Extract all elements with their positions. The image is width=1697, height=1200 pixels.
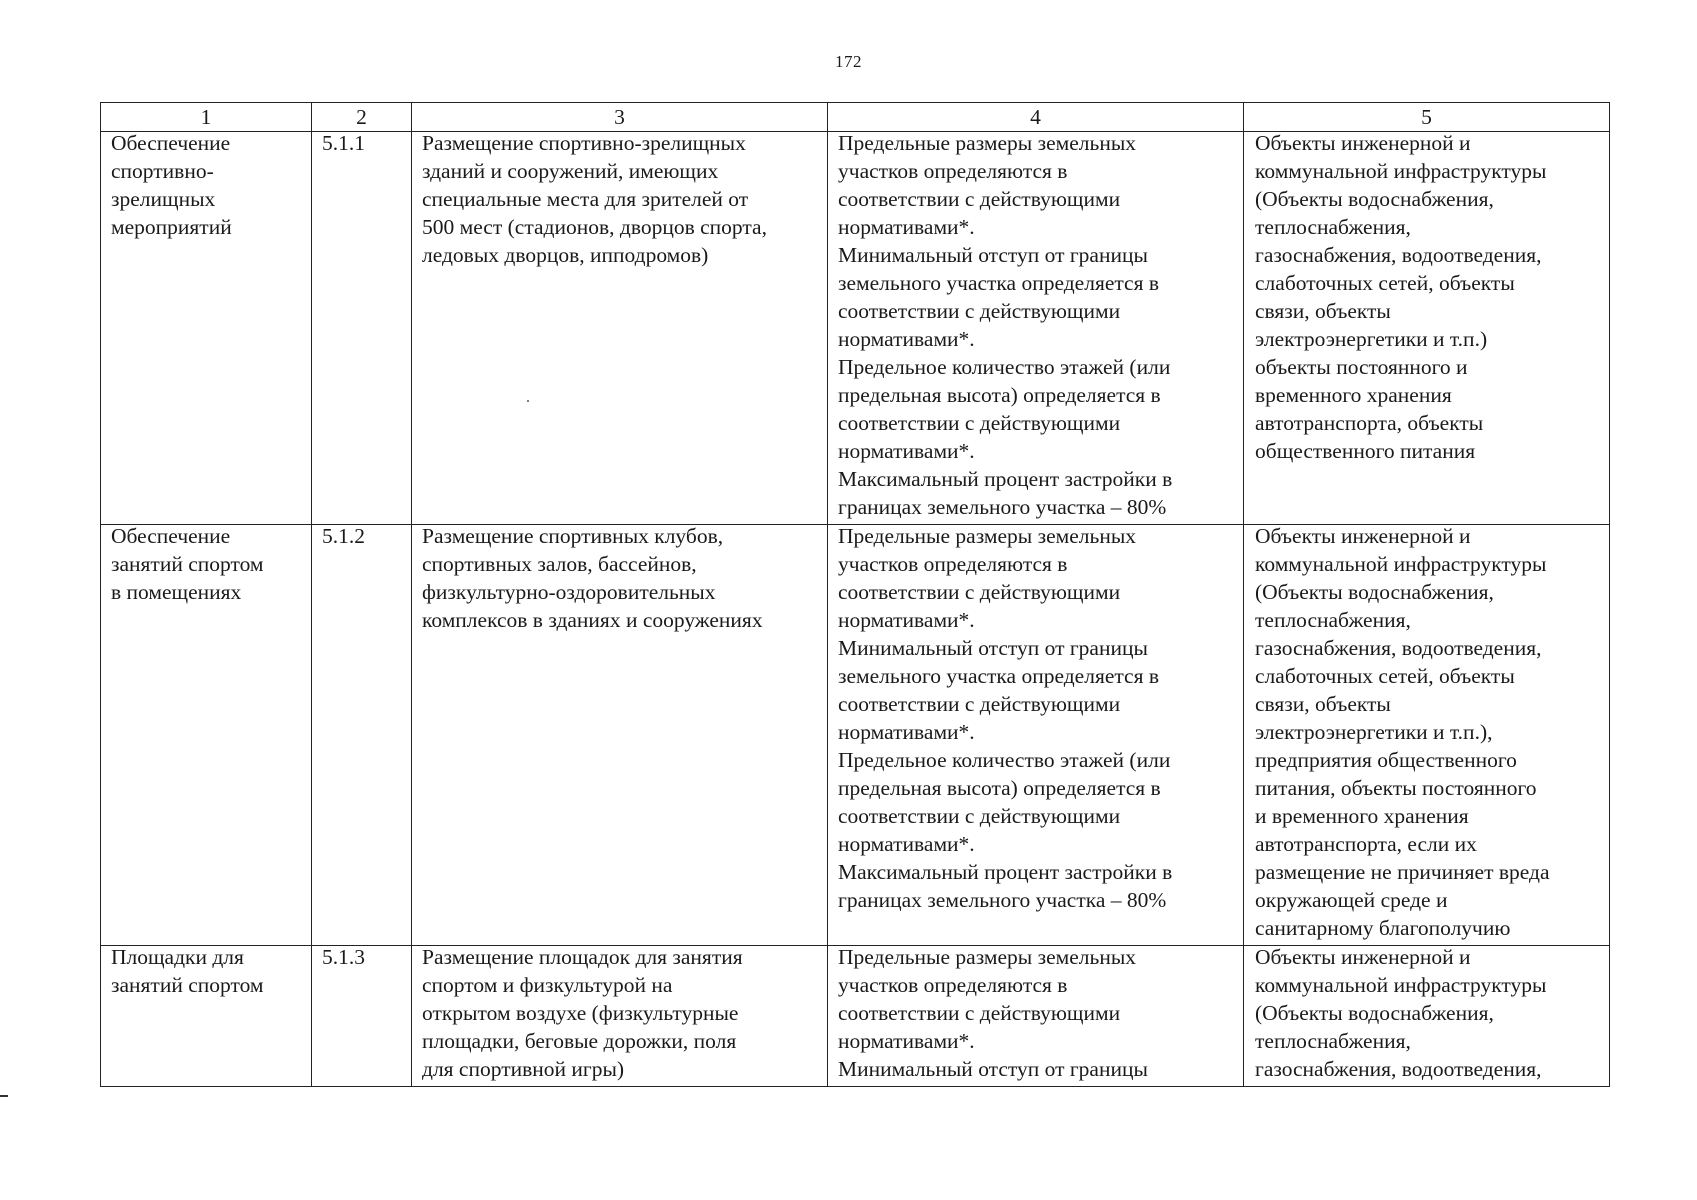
use-type-description-text: Размещение спортивных клубов, спортивных залов, бассейнов, физкультурно-оздоровительных комплексов в зданиях и сооружениях bbox=[422, 524, 763, 632]
use-type-parameters bbox=[828, 132, 1244, 525]
use-type-auxiliary bbox=[1244, 525, 1610, 946]
column-header: 4 bbox=[828, 103, 1244, 132]
land-use-table bbox=[100, 102, 1610, 1087]
use-type-auxiliary-text: Объекты инженерной и коммунальной инфраструктуры (Объекты водоснабжения, теплоснабжения, газоснабжения, водоотведения, слаботочных сетей, объекты связи, объекты электроэнергетики и т.п.), предприятия общественного питания, объекты постоянного и временного хранения автотранспорта, если их размещение не причиняет вреда окружающей среде и санитарному благополучию bbox=[1255, 524, 1550, 940]
margin-mark bbox=[0, 1095, 8, 1097]
use-type-name-text: Обеспечение спортивно- зрелищных мероприятий bbox=[111, 131, 232, 239]
use-type-auxiliary-text: Объекты инженерной и коммунальной инфраструктуры (Объекты водоснабжения, теплоснабжения, газоснабжения, водоотведения, слаботочных сетей, объекты связи, объекты электроэнергетики и т.п.) объекты постоянного и временного хранения автотранспорта, объекты общественного питания bbox=[1255, 131, 1547, 463]
use-type-code bbox=[312, 132, 412, 525]
use-type-auxiliary bbox=[1244, 946, 1610, 1087]
table-row bbox=[101, 525, 1610, 946]
use-type-code bbox=[312, 946, 412, 1087]
use-type-name bbox=[101, 132, 312, 525]
use-type-name-text: Площадки для занятий спортом bbox=[111, 945, 264, 997]
use-type-parameters-text: Предельные размеры земельных участков определяются в соответствии с действующими нормативами*. Минимальный отступ от границы земельного участка определяется в соответствии с действующими нормативами*. Предельное количество этажей (или предельная высота) определяется в соответствии с действующими нормативами*. Максимальный процент застройки в границах земельного участка – 80% bbox=[838, 131, 1173, 519]
column-header: 1 bbox=[101, 103, 312, 132]
table-row bbox=[101, 946, 1610, 1087]
use-type-parameters bbox=[828, 525, 1244, 946]
use-type-name bbox=[101, 525, 312, 946]
page-number: 172 bbox=[835, 52, 862, 71]
table-header-row bbox=[101, 103, 1610, 132]
use-type-parameters-text: Предельные размеры земельных участков определяются в соответствии с действующими нормативами*. Минимальный отступ от границы bbox=[838, 945, 1148, 1081]
use-type-code bbox=[312, 525, 412, 946]
use-type-description bbox=[412, 525, 828, 946]
use-type-name bbox=[101, 946, 312, 1087]
column-header: 2 bbox=[312, 103, 412, 132]
column-header: 3 bbox=[412, 103, 828, 132]
use-type-code-text: 5.1.3 bbox=[322, 945, 365, 969]
use-type-parameters bbox=[828, 946, 1244, 1087]
use-type-description bbox=[412, 946, 828, 1087]
use-type-auxiliary-text: Объекты инженерной и коммунальной инфраструктуры (Объекты водоснабжения, теплоснабжения, газоснабжения, водоотведения, bbox=[1255, 945, 1547, 1081]
table-row bbox=[101, 132, 1610, 525]
use-type-description-text: Размещение спортивно-зрелищных зданий и сооружений, имеющих специальные места для зрителей от 500 мест (стадионов, дворцов спорта, ледовых дворцов, ипподромов) bbox=[422, 131, 767, 267]
use-type-name-text: Обеспечение занятий спортом в помещениях bbox=[111, 524, 264, 604]
use-type-description bbox=[412, 132, 828, 525]
use-type-description-text: Размещение площадок для занятия спортом и физкультурой на открытом воздухе (физкультурные площадки, беговые дорожки, поля для спортивной игры) bbox=[422, 945, 743, 1081]
use-type-code-text: 5.1.2 bbox=[322, 524, 365, 548]
use-type-auxiliary bbox=[1244, 132, 1610, 525]
use-type-code-text: 5.1.1 bbox=[322, 131, 365, 155]
column-header: 5 bbox=[1244, 103, 1610, 132]
use-type-parameters-text: Предельные размеры земельных участков определяются в соответствии с действующими нормативами*. Минимальный отступ от границы земельного участка определяется в соответствии с действующими нормативами*. Предельное количество этажей (или предельная высота) определяется в соответствии с действующими нормативами*. Максимальный процент застройки в границах земельного участка – 80% bbox=[838, 524, 1173, 912]
